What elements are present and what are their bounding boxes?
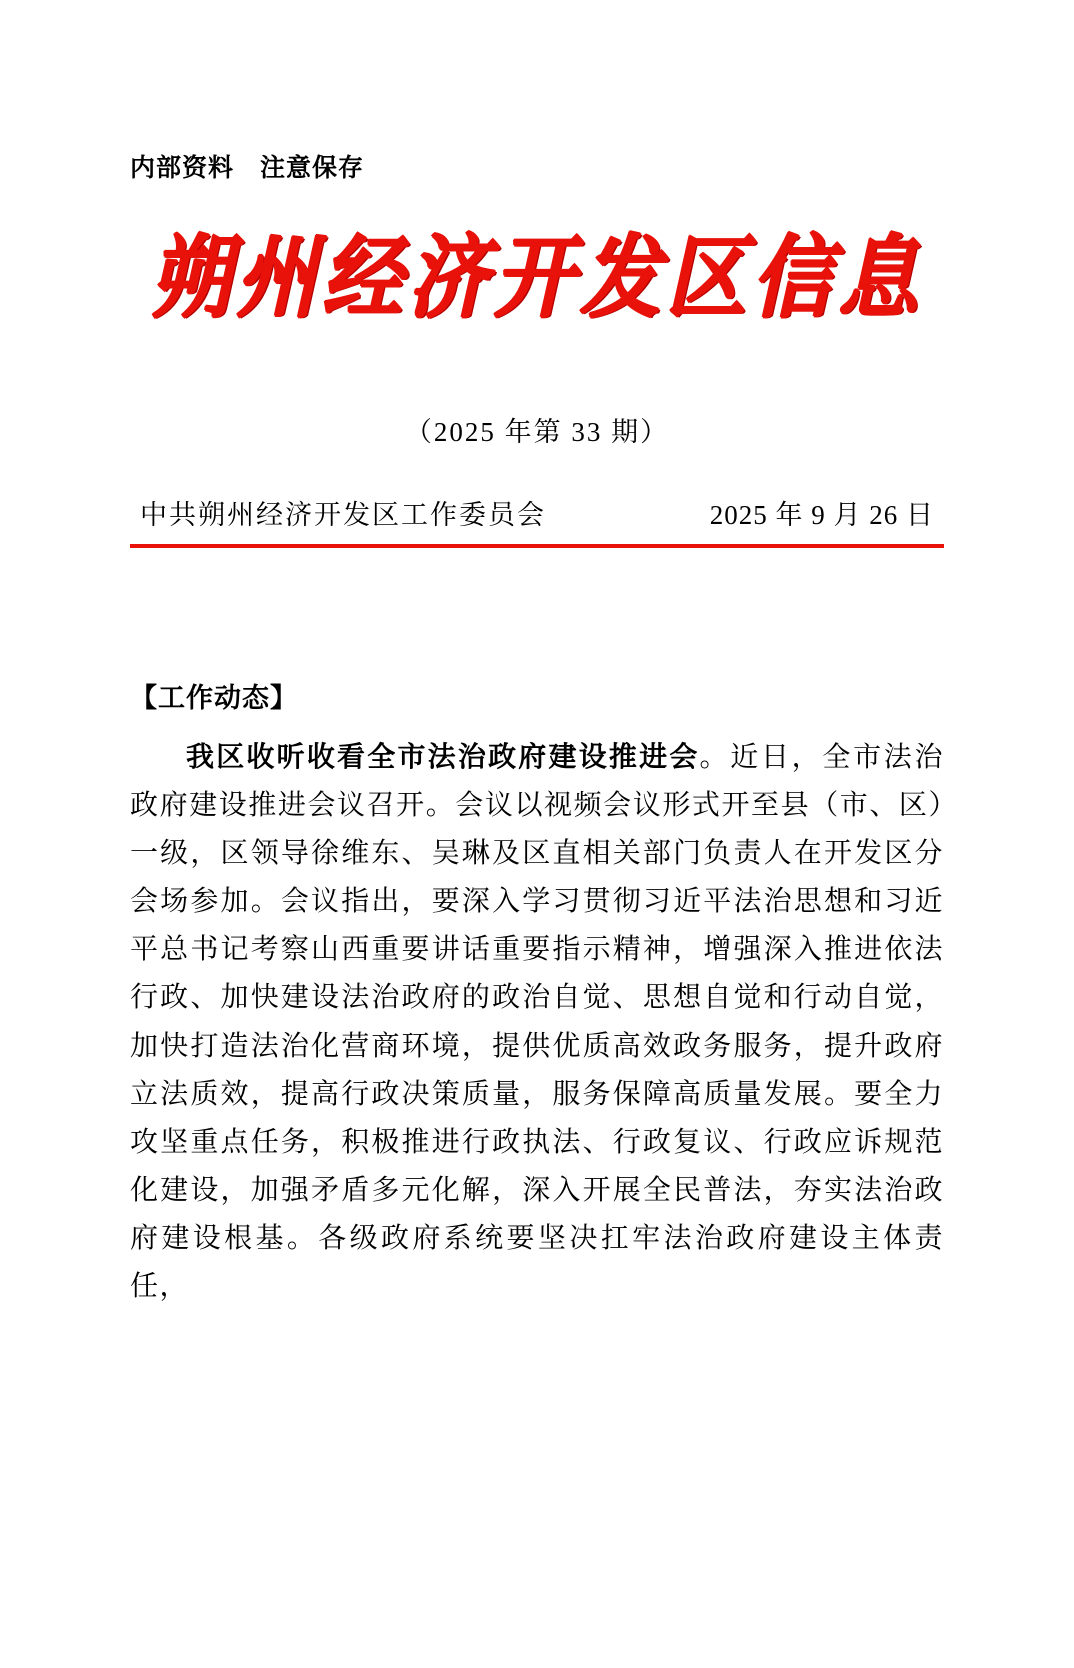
issue-number: （2025 年第 33 期） <box>404 416 670 447</box>
article-body-text: 。近日，全市法治政府建设推进会议召开。会议以视频会议形式开至县（市、区）一级，区领导徐维东、吴琳及区直相关部门负责人在开发区分会场参加。会议指出，要深入学习贯彻习近平法治思想和习近平总书记考察山西重要讲话重要指示精神，增强深入推进依法行政、加快建设法治政府的政治自觉、思想自觉和行动自觉，加快打造法治化营商环境，提供优质高效政务服务，提升政府立法质效，提高行政决策质量，服务保障高质量发展。要全力攻坚重点任务，积极推进行政执法、行政复议、行政应诉规范化建设，加强矛盾多元化解，深入开展全民普法，夯实法治政府建设根基。各级政府系统要坚决扛牢法治政府建设主体责任， <box>130 741 944 1303</box>
section-heading-work-updates: 【工作动态】 <box>130 682 298 714</box>
masthead-container <box>130 224 944 330</box>
publisher-organization: 中共朔州经济开发区工作委员会 <box>140 499 546 530</box>
document-page <box>0 148 1074 1668</box>
red-divider-rule <box>130 544 944 548</box>
internal-notice-text: 内部资料 注意保存 <box>130 153 365 182</box>
article-paragraph <box>130 733 944 1312</box>
publisher-meta-row <box>130 493 944 532</box>
article-lead-title: 我区收听收看全市法治政府建设推进会 <box>186 739 700 773</box>
publication-masthead-title: 朔州经济开发区信息 <box>150 224 924 330</box>
publication-date: 2025 年 9 月 26 日 <box>709 499 934 530</box>
